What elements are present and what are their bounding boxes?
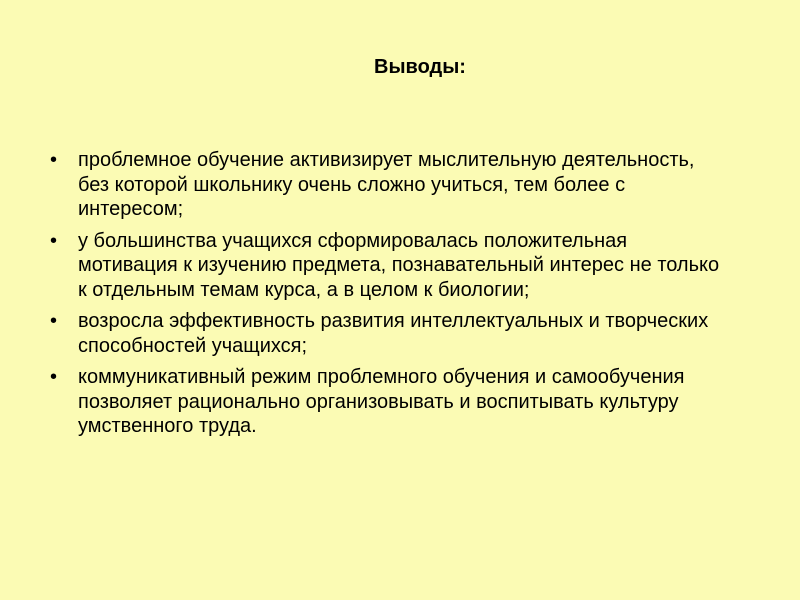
bullet-dot-icon: • — [50, 229, 58, 252]
list-item — [50, 365, 730, 439]
bullet-dot-icon: • — [50, 310, 58, 332]
list-item — [50, 148, 730, 222]
bullet-text: коммуникативный режим проблемного обучения и самообучения позволяет рационально организовывать и воспитывать культуру умственного труда. — [78, 366, 685, 437]
bullet-text: у большинства учащихся сформировалась положительная мотивация к изучению предмета, познавательный интерес не только к отдельным темам курса, а в целом к биологии; — [78, 229, 720, 301]
bullet-dot-icon: • — [50, 366, 58, 388]
list-item — [50, 309, 730, 358]
list-item — [50, 229, 730, 303]
bullet-text: возросла эффективность развития интеллектуальных и творческих способностей учащихся; — [78, 310, 709, 357]
bullet-dot-icon: • — [50, 149, 58, 171]
bullet-text: проблемное обучение активизирует мыслительную деятельность, без которой школьнику очень сложно учиться, тем более с интересом; — [78, 149, 695, 220]
bullet-list — [50, 148, 730, 446]
slide-title: Выводы: — [374, 56, 466, 78]
